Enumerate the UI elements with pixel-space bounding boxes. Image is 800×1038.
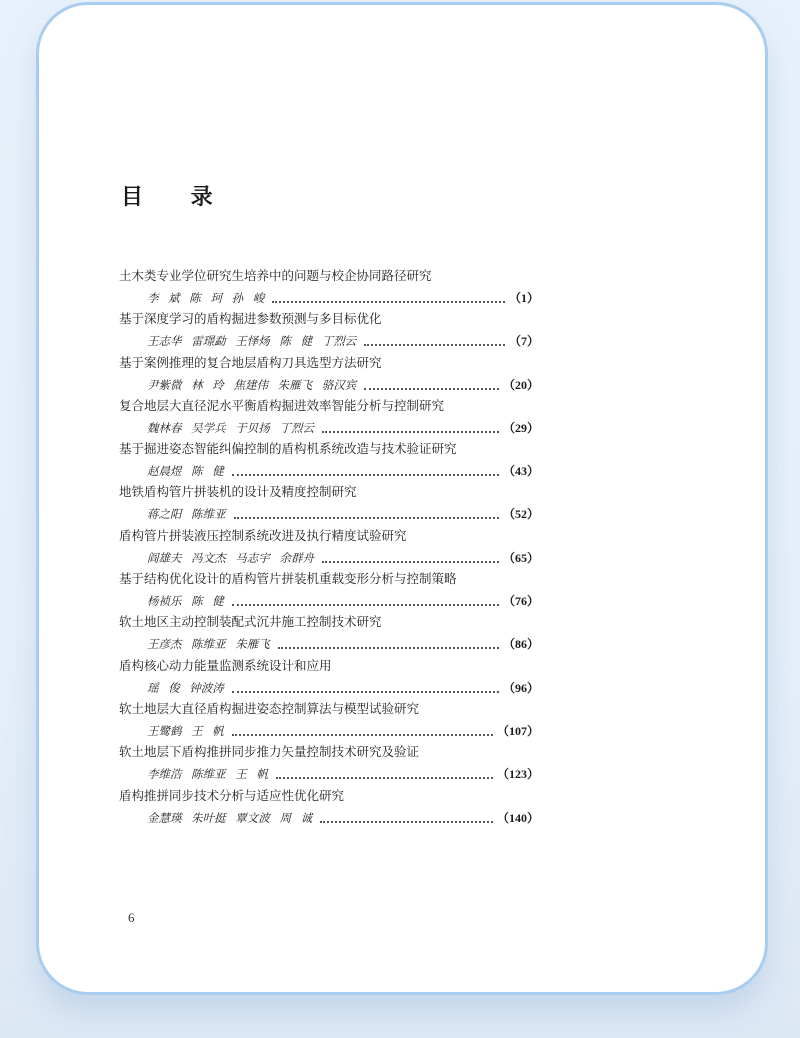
entry-byline	[147, 333, 539, 349]
entry-authors: 魏林春 吴学兵 于贝扬 丁烈云	[147, 420, 314, 435]
entry-byline	[147, 463, 539, 479]
dot-leader	[232, 594, 499, 606]
toc-list	[119, 264, 539, 827]
entry-byline	[147, 290, 539, 306]
entry-page-number: （86）	[502, 637, 539, 652]
dot-leader	[232, 724, 493, 736]
dot-leader	[278, 637, 499, 649]
entry-authors: 王鹭鹤 王 帆	[147, 723, 224, 738]
entry-authors: 金慧瑛 朱叶挺 覃文波 周 诚	[147, 810, 313, 825]
entry-page-number: （1）	[508, 291, 539, 305]
entry-title: 盾构管片拼装液压控制系统改进及执行精度试验研究	[119, 527, 407, 543]
dot-leader	[272, 291, 505, 303]
dot-leader	[320, 811, 493, 823]
entry-byline	[147, 506, 539, 522]
entry-byline	[147, 766, 539, 782]
entry-byline	[147, 550, 539, 566]
entry-authors: 李 斌 陈 珂 孙 峻	[147, 291, 265, 305]
toc-entry[interactable]	[119, 654, 539, 697]
toc-entry[interactable]	[119, 394, 539, 437]
toc-entry[interactable]	[119, 567, 539, 610]
entry-authors: 阎雄夫 冯文杰 马志宇 余群舟	[147, 550, 314, 565]
toc-entry[interactable]	[119, 437, 539, 480]
entry-page-number: （123）	[496, 767, 539, 782]
entry-page-number: （52）	[502, 507, 539, 522]
entry-byline	[147, 810, 539, 826]
entry-title: 地铁盾构管片拼装机的设计及精度控制研究	[119, 484, 357, 500]
entry-authors: 王志华 雷璟勐 王怿炀 陈 健 丁烈云	[147, 334, 357, 349]
entry-authors: 蒋之阳 陈维亚	[147, 507, 226, 522]
entry-page-number: （43）	[502, 464, 539, 479]
entry-byline	[147, 377, 539, 393]
entry-authors: 赵晨煜 陈 健	[147, 464, 224, 479]
toc-entry[interactable]	[119, 480, 539, 523]
toc-entry[interactable]	[119, 264, 539, 307]
toc-entry[interactable]	[119, 740, 539, 783]
dot-leader	[322, 421, 499, 433]
entry-title: 盾构核心动力能量监测系统设计和应用	[119, 657, 332, 673]
entry-byline	[147, 636, 539, 652]
dot-leader	[322, 551, 499, 563]
entry-page-number: （29）	[502, 420, 539, 435]
entry-page-number: （107）	[496, 723, 539, 738]
entry-authors: 尹紫微 林 玲 焦建伟 朱雁飞 骆汉宾	[147, 377, 357, 392]
entry-byline	[147, 680, 539, 696]
entry-title: 软土地区主动控制装配式沉井施工控制技术研究	[119, 614, 382, 630]
entry-authors: 杨祯乐 陈 健	[147, 594, 224, 609]
dot-leader	[232, 464, 499, 476]
entry-page-number: （76）	[502, 594, 539, 609]
dot-leader	[364, 378, 499, 390]
entry-page-number: （7）	[508, 334, 539, 349]
toc-entry[interactable]	[119, 784, 539, 827]
dot-leader	[232, 681, 499, 693]
entry-title: 复合地层大直径泥水平衡盾构掘进效率智能分析与控制研究	[119, 397, 445, 413]
entry-title: 软土地层下盾构推拼同步推力矢量控制技术研究及验证	[119, 744, 420, 760]
entry-authors: 王彦杰 陈维亚 朱雁飞	[147, 637, 270, 652]
entry-page-number: （140）	[496, 810, 539, 825]
entry-byline	[147, 723, 539, 739]
toc-entry[interactable]	[119, 524, 539, 567]
entry-title: 基于掘进姿态智能纠偏控制的盾构机系统改造与技术验证研究	[119, 441, 457, 457]
toc-entry[interactable]	[119, 351, 539, 394]
dot-leader	[276, 767, 493, 779]
entry-title: 基于深度学习的盾构掘进参数预测与多目标优化	[119, 311, 382, 327]
dot-leader	[234, 507, 499, 519]
page-number: 6	[128, 910, 135, 925]
dot-leader	[364, 334, 505, 346]
toc-entry[interactable]	[119, 610, 539, 653]
entry-authors: 瑶 俊 钟波涛	[147, 680, 224, 695]
entry-title: 基于结构优化设计的盾构管片拼装机重载变形分析与控制策略	[119, 571, 457, 587]
entry-page-number: （20）	[502, 377, 539, 392]
entry-byline	[147, 420, 539, 436]
toc-entry[interactable]	[119, 307, 539, 350]
toc-title: 目 录	[121, 185, 233, 210]
entry-page-number: （65）	[502, 550, 539, 565]
toc-entry[interactable]	[119, 697, 539, 740]
entry-byline	[147, 593, 539, 609]
entry-title: 基于案例推理的复合地层盾构刀具选型方法研究	[119, 354, 382, 370]
entry-title: 土木类专业学位研究生培养中的问题与校企协同路径研究	[119, 268, 432, 283]
entry-title: 盾构推拼同步技术分析与适应性优化研究	[119, 787, 345, 803]
entry-page-number: （96）	[502, 680, 539, 695]
entry-authors: 李维浩 陈维亚 王 帆	[147, 767, 268, 782]
entry-title: 软土地层大直径盾构掘进姿态控制算法与模型试验研究	[119, 700, 420, 716]
